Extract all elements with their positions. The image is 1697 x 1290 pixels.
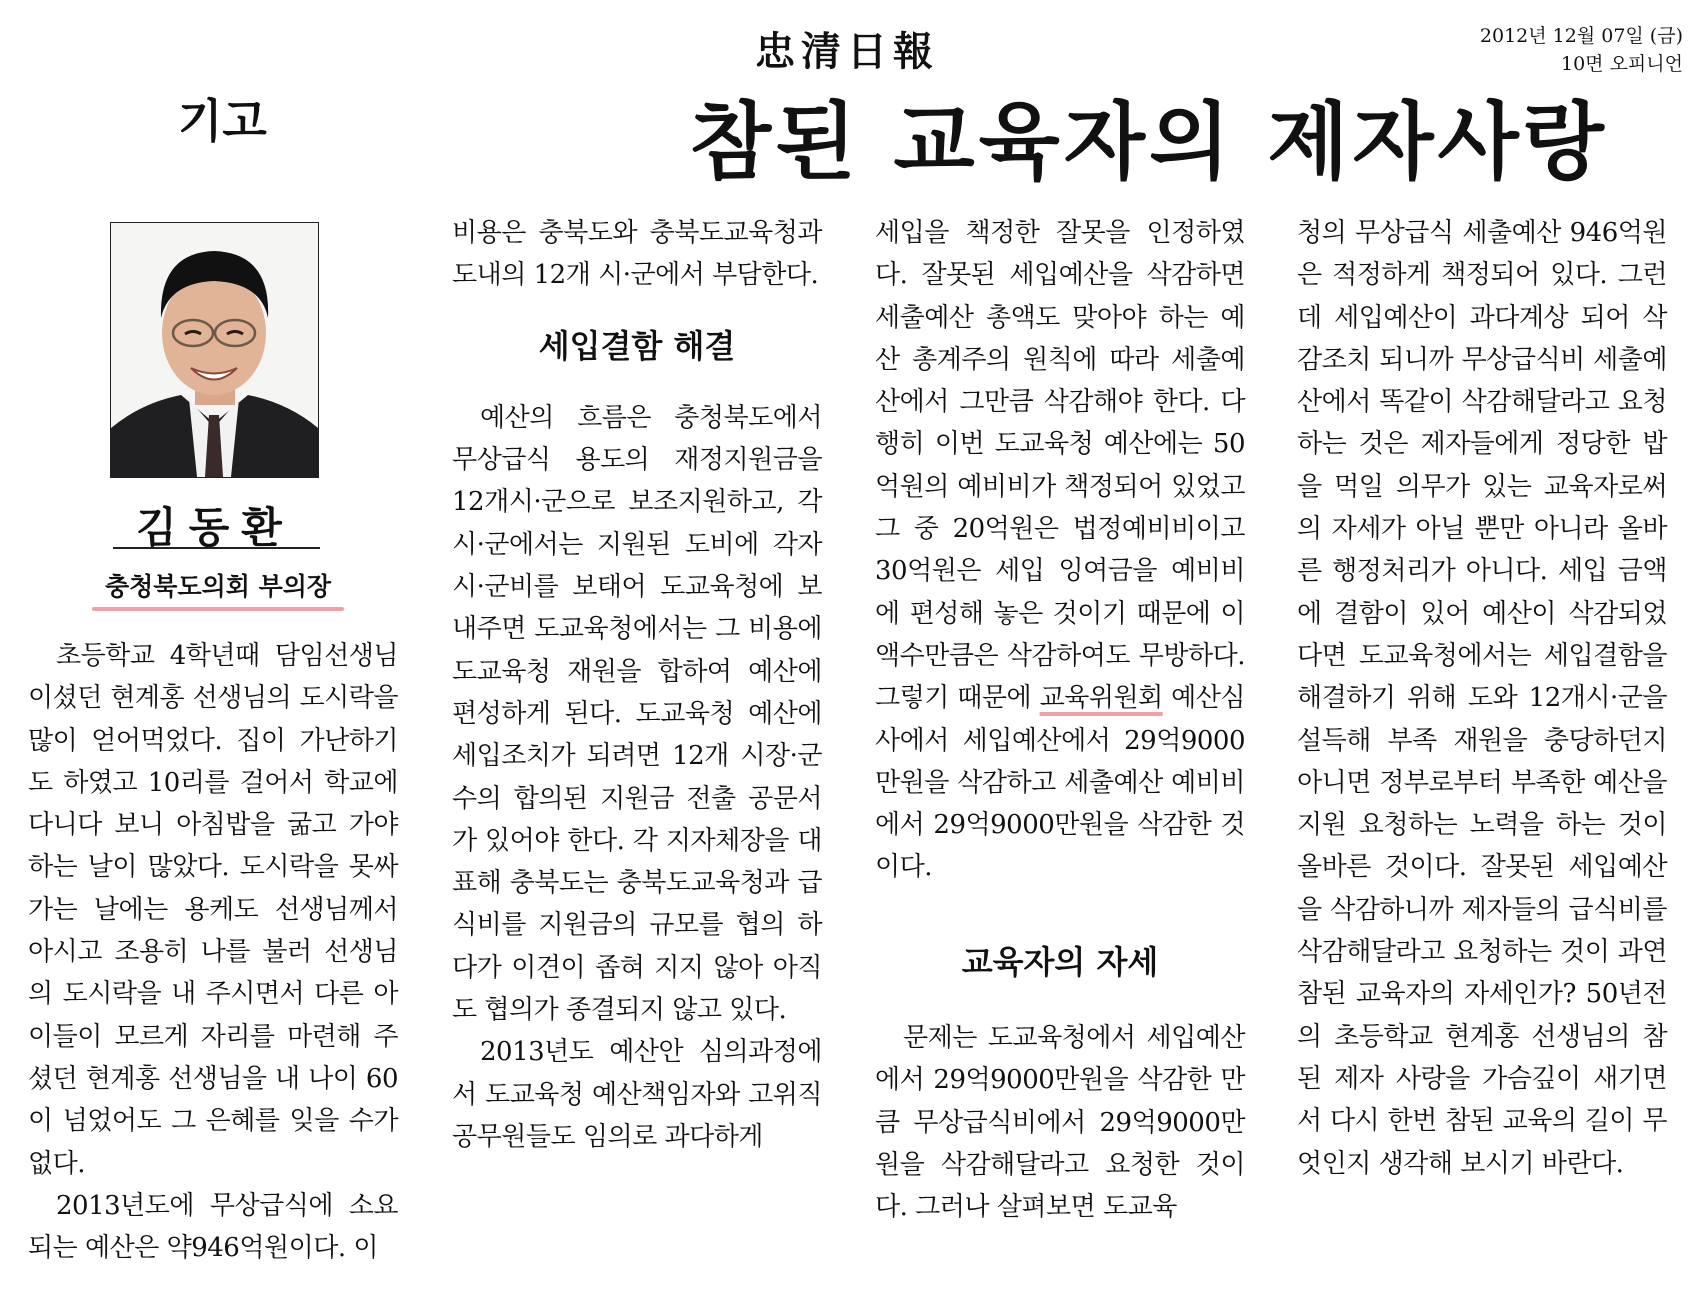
article-column-1 — [28, 635, 398, 1269]
newspaper-masthead: 忠清日報 — [755, 28, 939, 75]
date-block — [1480, 22, 1683, 78]
paragraph-text: 세입을 책정한 잘못을 인정하였다. 잘못된 세입예산을 삭감하면 세출예산 총액도 맞아야 하는 예산 총계주의 원칙에 따라 세출예산에서 그만큼 삭감해야 한다. 다행히 이번 도교육청 예산에는 50억원의 예비비가 책정되어 있었고 그 중 20억원은 법정예비비이고 30억원은 세입 잉여금을 예비비에 편성해 놓은 것이기 때문에 이 액수만큼은 삭감하여도 무방하다. 그렇기 때문에 — [875, 218, 1245, 714]
paragraph: 초등학교 4학년때 담임선생님이셨던 현계홍 선생님의 도시락을 많이 얻어먹었다. 집이 가난하기도 하였고 10리를 걸어서 학교에 다니다 보니 아침밥을 굶고 가야하는 날이 많았다. 도시락을 못싸가는 날에는 용케도 선생님께서 아시고 조용히 나를 불러 선생님의 도시락을 내 주시면서 다른 아이들이 모르게 자리를 마련해 주셨던 현계홍 선생님을 내 나이 60이 넘었어도 그 은혜를 잊을 수가 없다. — [28, 641, 398, 1179]
author-divider — [113, 547, 320, 549]
article-column-4 — [1297, 212, 1667, 1185]
paragraph: 문제는 도교육청에서 세입예산에서 29억9000만원을 삭감한 만큼 무상급식비에서 29억9000만원을 삭감해달라고 요청한 것이다. 그러나 살펴보면 도교육 — [875, 1023, 1245, 1223]
paragraph: 예산의 흐름은 충청북도에서 무상급식 용도의 재정지원금을 12개시·군으로 보조지원하고, 각 시·군에서는 지원된 도비에 각자 시·군비를 보태어 도교육청에 보내주면 도교육청에서는 그 비용에 도교육청 재원을 합하여 예산에 편성하게 된다. 도교육청 예산에 세입조치가 되려면 12개 시장·군수의 합의된 지원금 전출 공문서가 있어야 한다. 각 지자체장을 대표해 충북도는 충북도교육청과 급식비를 지원금의 규모를 협의 하다가 이견이 좁혀 지지 않아 아직도 협의가 종결되지 않고 있다. — [452, 402, 822, 1026]
page-section: 10면 오피니언 — [1561, 53, 1683, 75]
author-portrait-image — [111, 223, 318, 477]
article-title: 참된 교육자의 제자사랑 — [690, 93, 1608, 191]
paragraph-text: 예산심사에서 세입예산에서 29억9000만원을 삭감하고 세출예산 예비비에서 29억9000만원을 삭감한 것이다. — [875, 683, 1246, 883]
paragraph: 2013년도 예산안 심의과정에서 도교육청 예산책임자와 고위직 공무원들도 임의로 과다하게 — [452, 1037, 822, 1152]
paragraph: 2013년도에 무상급식에 소요되는 예산은 약946억원이다. 이 — [28, 1190, 398, 1264]
highlighted-term: 교육위원회 — [1039, 683, 1163, 714]
article-column-2 — [452, 212, 822, 1158]
author-role: 충청북도의회 부의장 — [104, 572, 332, 601]
author-photo — [110, 222, 319, 478]
publication-date: 2012년 12월 07일 (금) — [1479, 25, 1683, 47]
paragraph — [875, 212, 1245, 889]
paragraph: 비용은 충북도와 충북도교육청과 도내의 12개 시·군에서 부담한다. — [452, 218, 822, 291]
author-name: 김동환 — [136, 503, 294, 552]
paragraph: 청의 무상급식 세출예산 946억원은 적정하게 책정되어 있다. 그런데 세입예산이 과다계상 되어 삭감조치 되니까 무상급식비 세출예산에서 똑같이 삭감해달라고 요청 하는 것은 제자들에게 정당한 밥을 먹일 의무가 있는 교육자로써의 자세가 아닐 뿐만 아니라 올바른 행정처리가 아니다. 세입 금액에 결함이 있어 예산이 삭감되었다면 도교육청에서는 세입결함을 해결하기 위해 도와 12개시·군을 설득해 부족 재원을 충당하던지 아니면 정부로부터 부족한 예산을 지원 요청하는 노력을 하는 것이 올바른 것이다. 잘못된 세입예산을 삭감하니까 제자들의 급식비를 삭감해달라고 요청하는 것이 과연 참된 교육자의 자세인가? 50년전의 초등학교 현계홍 선생님의 참된 제자 사랑을 가슴깊이 새기면서 다시 한번 참된 교육의 길이 무엇인지 생각해 보시기 바란다. — [1297, 218, 1667, 1179]
category-label: 기고 — [178, 94, 267, 148]
article-column-3 — [875, 212, 1245, 1229]
section-heading: 세입결함 해결 — [538, 326, 736, 365]
author-role-highlight — [92, 607, 344, 611]
section-heading: 교육자의 자세 — [961, 942, 1159, 981]
